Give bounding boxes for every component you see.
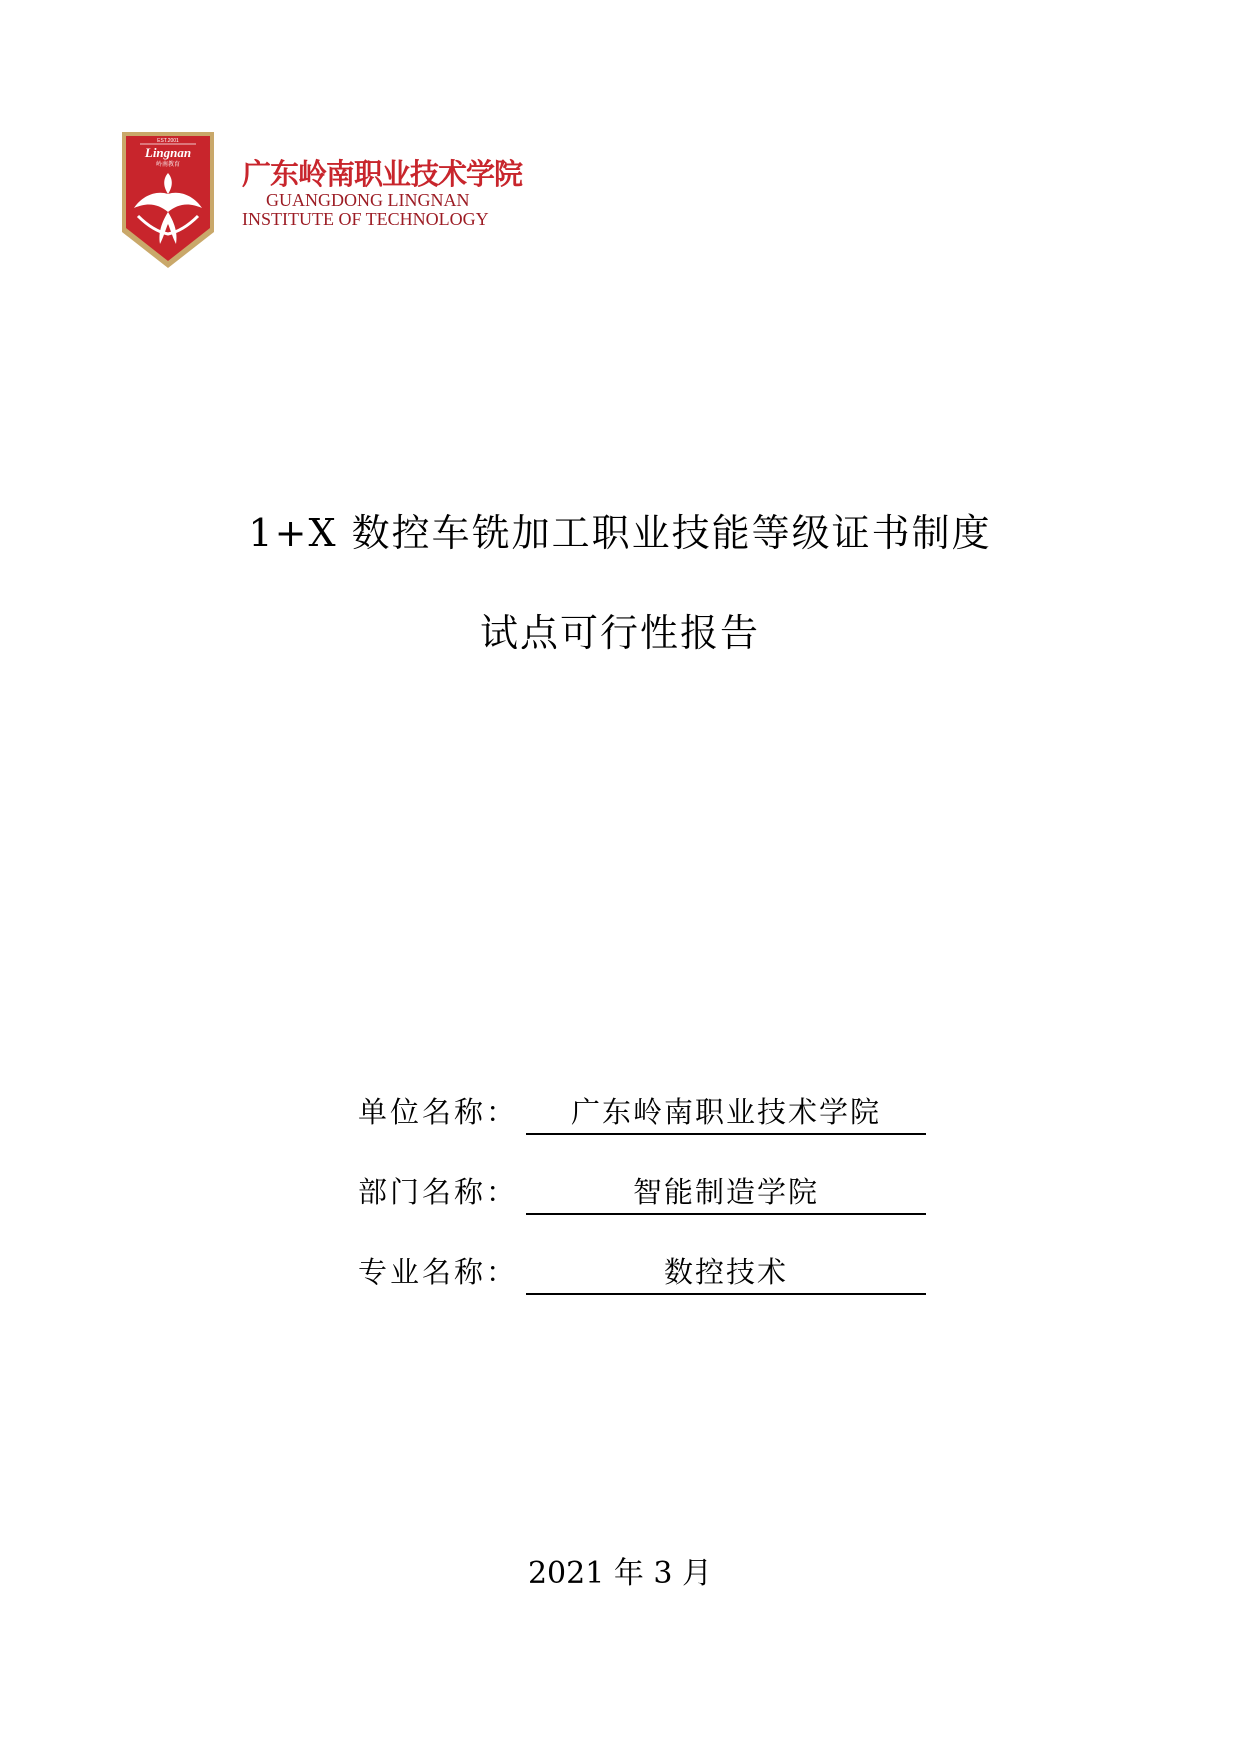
report-title-line2: 试点可行性报告 xyxy=(479,611,760,655)
logo-school-name-en-line2: INSTITUTE OF TECHNOLOGY xyxy=(242,209,489,229)
info-value-department: 智能制造学院 xyxy=(526,1170,926,1215)
info-label-department: 部门名称： xyxy=(358,1175,519,1209)
report-title-line1: 1+X 数控车铣加工职业技能等级证书制度 xyxy=(248,511,992,555)
info-value-major: 数控技术 xyxy=(526,1250,926,1295)
report-date: 2021 年 3 月 xyxy=(527,1556,713,1591)
info-label-unit: 单位名称： xyxy=(358,1095,519,1129)
logo-brand-cn-small: 岭南教育 xyxy=(155,161,181,168)
info-row-department xyxy=(358,1170,958,1210)
info-row-unit xyxy=(358,1090,958,1130)
info-row-major xyxy=(358,1250,958,1290)
logo-school-name-cn: 广东岭南职业技术学院 xyxy=(242,157,523,191)
logo-school-name-en-line1: GUANGDONG LINGNAN xyxy=(266,190,470,210)
logo-est-text: EST.2001 xyxy=(157,138,179,144)
school-logo xyxy=(118,128,528,273)
shield-emblem-icon xyxy=(118,128,218,273)
info-label-major: 专业名称： xyxy=(358,1255,519,1289)
info-value-unit: 广东岭南职业技术学院 xyxy=(526,1090,926,1135)
logo-brand-text: Lingnan xyxy=(144,145,192,160)
